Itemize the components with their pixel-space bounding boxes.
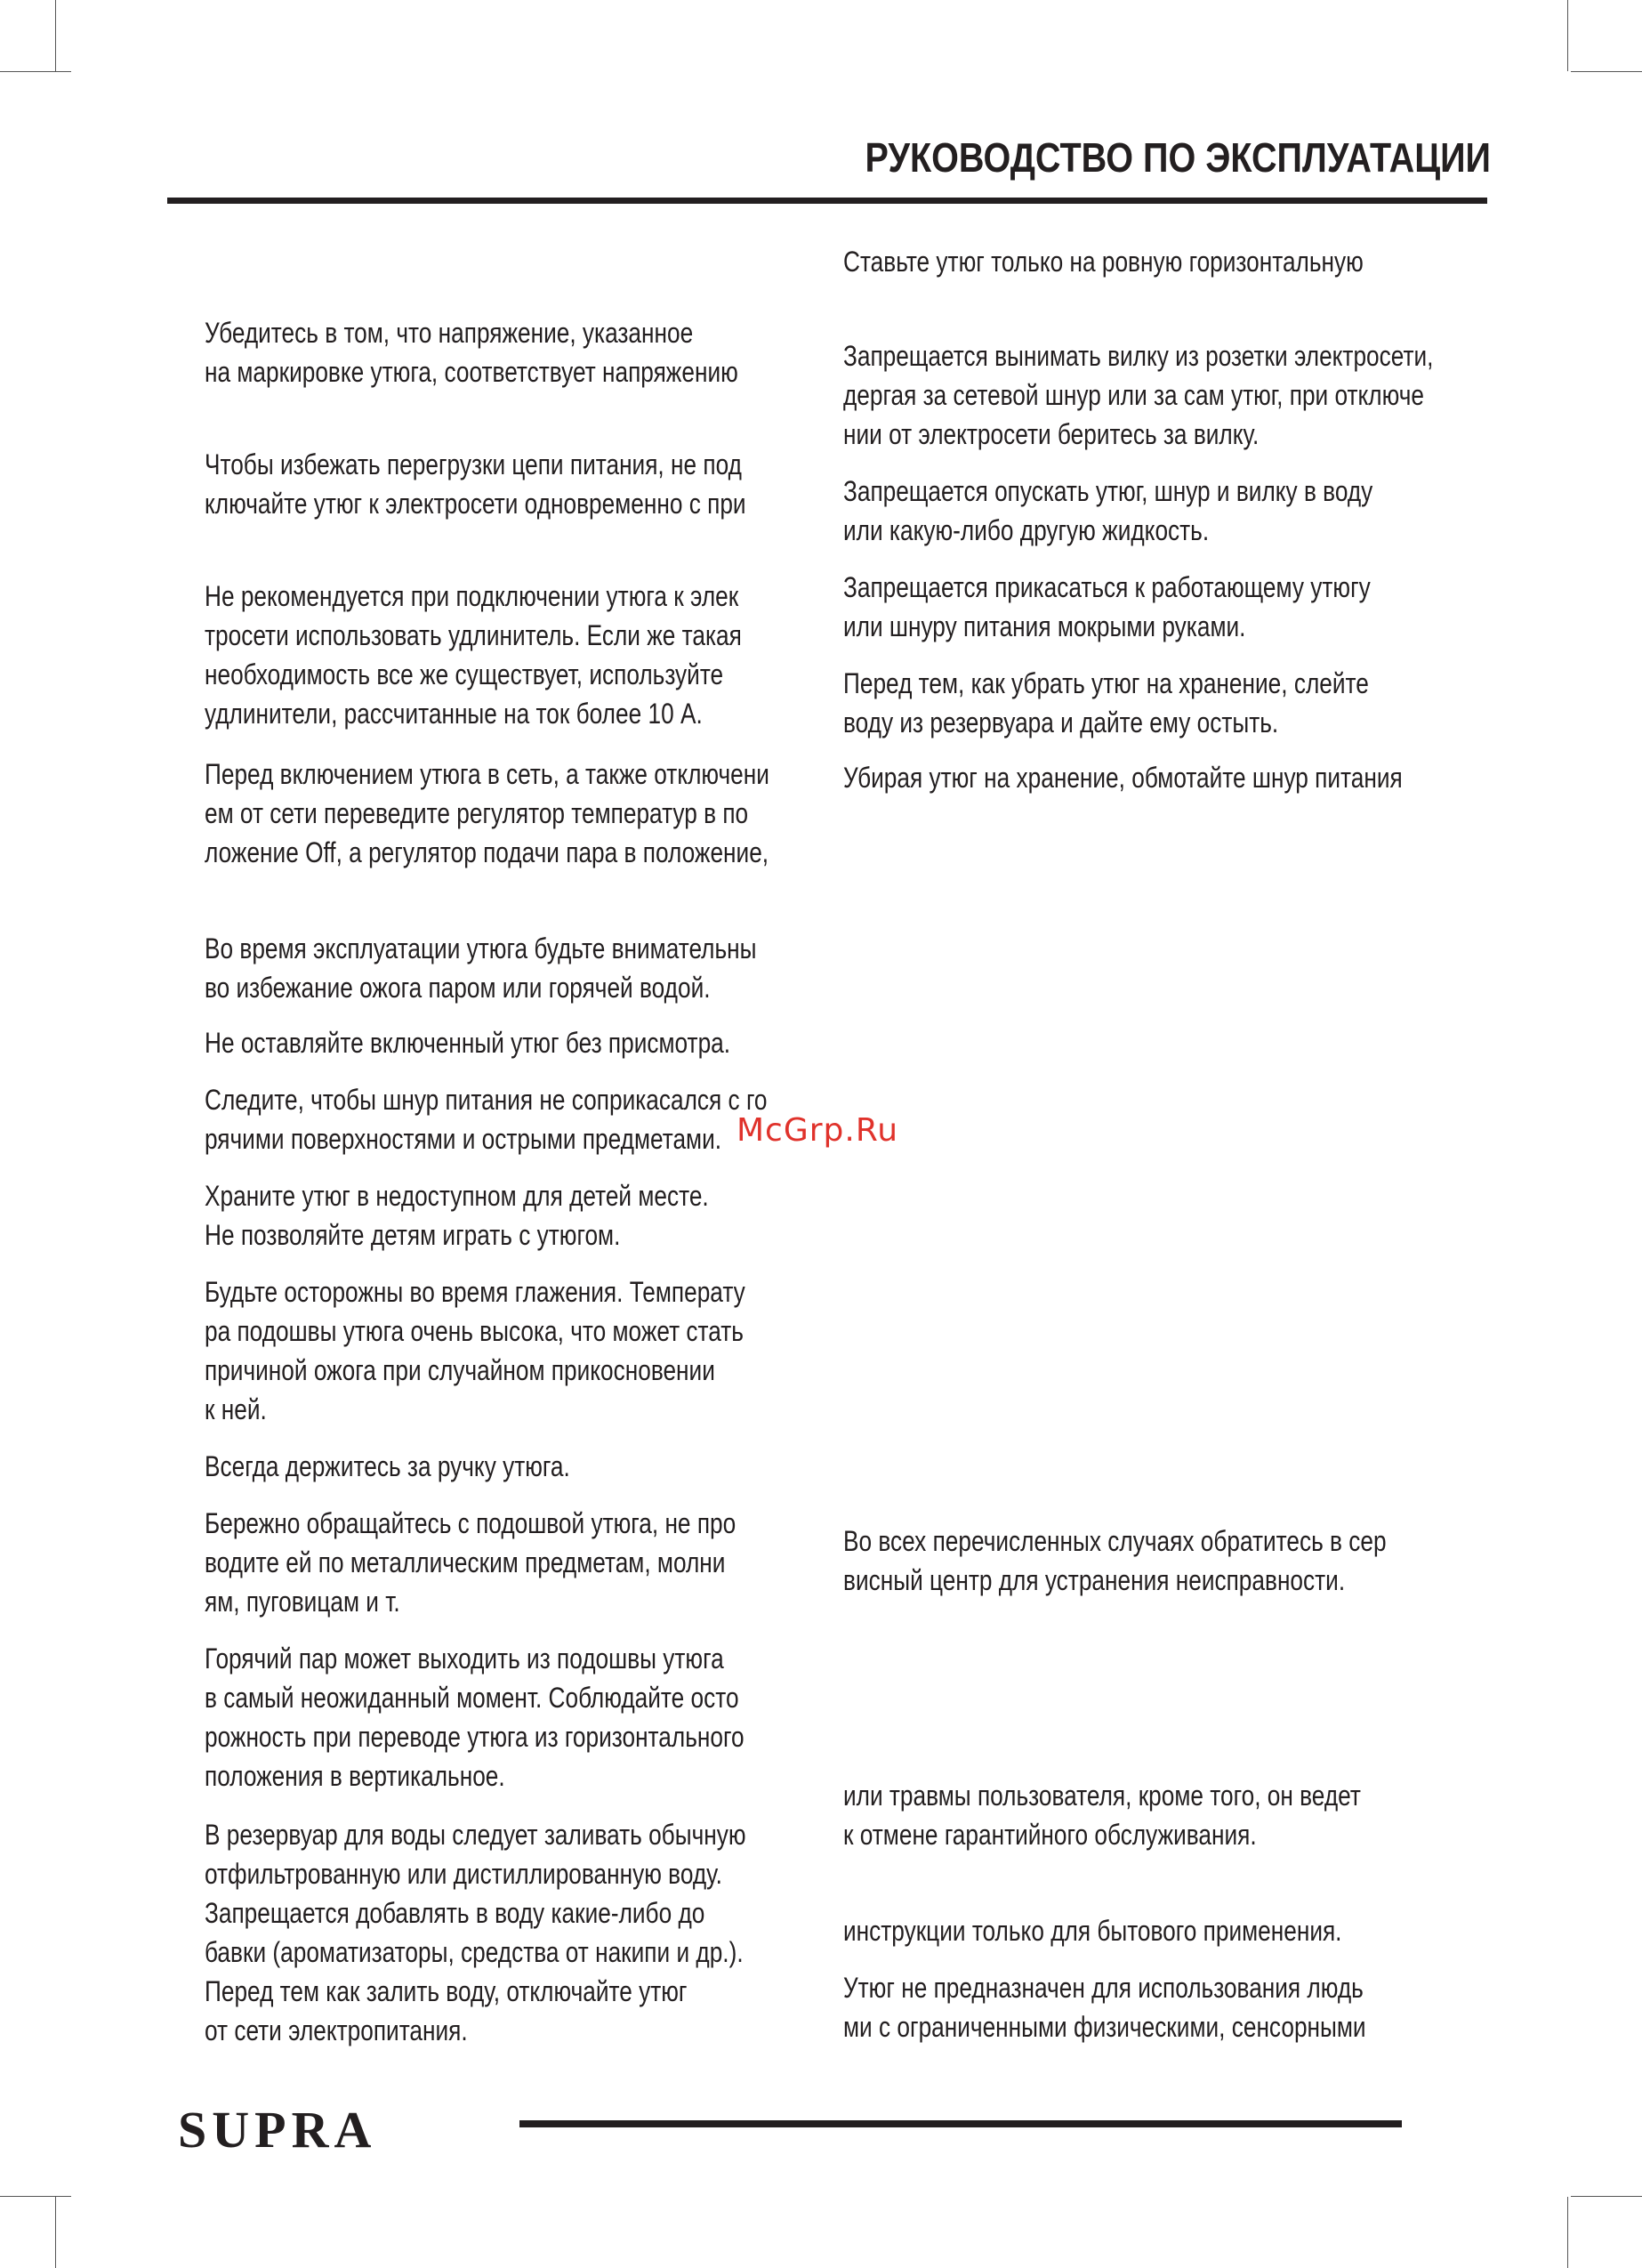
text-line: Будьте осторожны во время глажения. Температу xyxy=(205,1276,745,1308)
text-line: Перед тем как залить воду, отключайте утюг xyxy=(205,1975,688,2007)
paragraph xyxy=(205,1023,801,1062)
text-line: воду из резервуара и дайте ему остыть. xyxy=(843,706,1279,739)
paragraph xyxy=(205,1080,801,1158)
text-line: необходимость все же существует, используйте xyxy=(205,658,724,690)
text-line: на маркировке утюга, соответствует напряжению xyxy=(205,356,738,388)
brand-logo: SUPRA xyxy=(178,2101,377,2159)
crop-mark xyxy=(1567,0,1568,71)
text-line: Всегда держитесь за ручку утюга. xyxy=(205,1450,570,1482)
text-line: Утюг не предназначен для использования людь xyxy=(843,1972,1364,2004)
paragraph xyxy=(205,929,801,1007)
text-line: водите ей по металлическим предметам, молни xyxy=(205,1546,726,1578)
text-line: в самый неожиданный момент. Соблюдайте осто xyxy=(205,1682,739,1714)
text-line: Горячий пар может выходить из подошвы утюга xyxy=(205,1642,724,1675)
text-line: ми с ограниченными физическими, сенсорными xyxy=(843,2011,1366,2043)
text-line: ра подошвы утюга очень высока, что может стать xyxy=(205,1315,744,1347)
text-line: Перед тем, как убрать утюг на хранение, слейте xyxy=(843,667,1369,699)
text-line: Запрещается добавлять в воду какие-либо до xyxy=(205,1897,705,1929)
paragraph xyxy=(205,755,801,872)
crop-mark xyxy=(1571,71,1642,72)
text-line: положения в вертикальное. xyxy=(205,1760,505,1792)
text-line: В резервуар для воды следует заливать обычную xyxy=(205,1819,746,1851)
text-line: тросети использовать удлинитель. Если же такая xyxy=(205,619,742,651)
paragraph xyxy=(205,1272,801,1429)
page-title: РУКОВОДСТВО ПО ЭКСПЛУАТАЦИИ xyxy=(865,134,1491,181)
paragraph xyxy=(205,1639,801,1796)
text-line: Храните утюг в недоступном для детей месте. xyxy=(205,1180,709,1212)
text-line: Запрещается вынимать вилку из розетки электросети, xyxy=(843,340,1434,372)
crop-mark xyxy=(1567,2197,1568,2268)
crop-mark xyxy=(55,2197,56,2268)
text-line: ложение Off, а регулятор подачи пара в положение, xyxy=(205,836,769,868)
paragraph xyxy=(843,568,1441,646)
text-line: рожность при переводе утюга из горизонтального xyxy=(205,1721,745,1753)
header-rule xyxy=(167,198,1487,204)
paragraph xyxy=(205,1815,801,2050)
footer-rule xyxy=(519,2120,1402,2127)
paragraph xyxy=(205,577,801,733)
text-line: или какую-либо другую жидкость. xyxy=(843,514,1210,546)
text-line: к ней. xyxy=(205,1393,267,1425)
text-line: бавки (ароматизаторы, средства от накипи и др.). xyxy=(205,1936,744,1968)
paragraph xyxy=(843,1521,1441,1600)
text-line: рячими поверхностями и острыми предметами. xyxy=(205,1123,722,1155)
crop-mark xyxy=(0,71,71,72)
text-line: удлинители, рассчитанные на ток более 10 А. xyxy=(205,698,703,730)
text-line: Не оставляйте включенный утюг без присмотра. xyxy=(205,1027,731,1059)
crop-mark xyxy=(1571,2196,1642,2197)
text-line: ем от сети переведите регулятор температур в по xyxy=(205,797,749,829)
crop-mark xyxy=(0,2196,71,2197)
text-line: Не позволяйте детям играть с утюгом. xyxy=(205,1219,621,1251)
paragraph xyxy=(843,664,1441,742)
text-line: от сети электропитания. xyxy=(205,2014,468,2046)
paragraph xyxy=(843,1776,1441,1854)
paragraph xyxy=(843,758,1441,797)
watermark: McGrp.Ru xyxy=(736,1112,899,1149)
paragraph xyxy=(843,336,1441,454)
paragraph xyxy=(843,472,1441,550)
text-line: инструкции только для бытового применения. xyxy=(843,1915,1342,1947)
text-line: Перед включением утюга в сеть, а также отключени xyxy=(205,758,769,790)
text-line: или шнуру питания мокрыми руками. xyxy=(843,610,1246,642)
text-line: во избежание ожога паром или горячей водой. xyxy=(205,972,711,1004)
paragraph xyxy=(205,313,801,391)
text-line: нии от электросети беритесь за вилку. xyxy=(843,418,1260,450)
text-line: Во всех перечисленных случаях обратитесь в сер xyxy=(843,1525,1387,1557)
text-line: ям, пуговицам и т. xyxy=(205,1586,400,1618)
paragraph xyxy=(843,242,1441,281)
text-line: отфильтрованную или дистиллированную воду. xyxy=(205,1858,722,1890)
crop-mark xyxy=(55,0,56,71)
paragraph xyxy=(205,1447,801,1486)
text-line: Следите, чтобы шнур питания не соприкасался с го xyxy=(205,1084,768,1116)
paragraph xyxy=(205,445,801,523)
text-line: Чтобы избежать перегрузки цепи питания, не под xyxy=(205,448,742,480)
text-line: Во время эксплуатации утюга будьте внимательны xyxy=(205,932,757,965)
paragraph xyxy=(843,1911,1441,1950)
paragraph xyxy=(205,1176,801,1255)
text-line: ключайте утюг к электросети одновременно с при xyxy=(205,488,746,520)
paragraph xyxy=(205,1504,801,1621)
text-line: висный центр для устранения неисправности. xyxy=(843,1564,1346,1596)
text-line: причиной ожога при случайном прикосновении xyxy=(205,1354,715,1386)
text-line: Запрещается опускать утюг, шнур и вилку в воду xyxy=(843,475,1373,507)
text-line: дергая за сетевой шнур или за сам утюг, при отключе xyxy=(843,379,1424,411)
paragraph xyxy=(843,1968,1441,2046)
text-line: Убедитесь в том, что напряжение, указанное xyxy=(205,317,694,349)
text-line: или травмы пользователя, кроме того, он ведет xyxy=(843,1780,1361,1812)
text-line: Запрещается прикасаться к работающему утюгу xyxy=(843,571,1371,603)
text-line: к отмене гарантийного обслуживания. xyxy=(843,1819,1257,1851)
text-line: Ставьте утюг только на ровную горизонтальную xyxy=(843,246,1364,278)
text-line: Убирая утюг на хранение, обмотайте шнур питания xyxy=(843,762,1403,794)
text-line: Не рекомендуется при подключении утюга к элек xyxy=(205,580,739,612)
text-line: Бережно обращайтесь с подошвой утюга, не про xyxy=(205,1507,736,1539)
